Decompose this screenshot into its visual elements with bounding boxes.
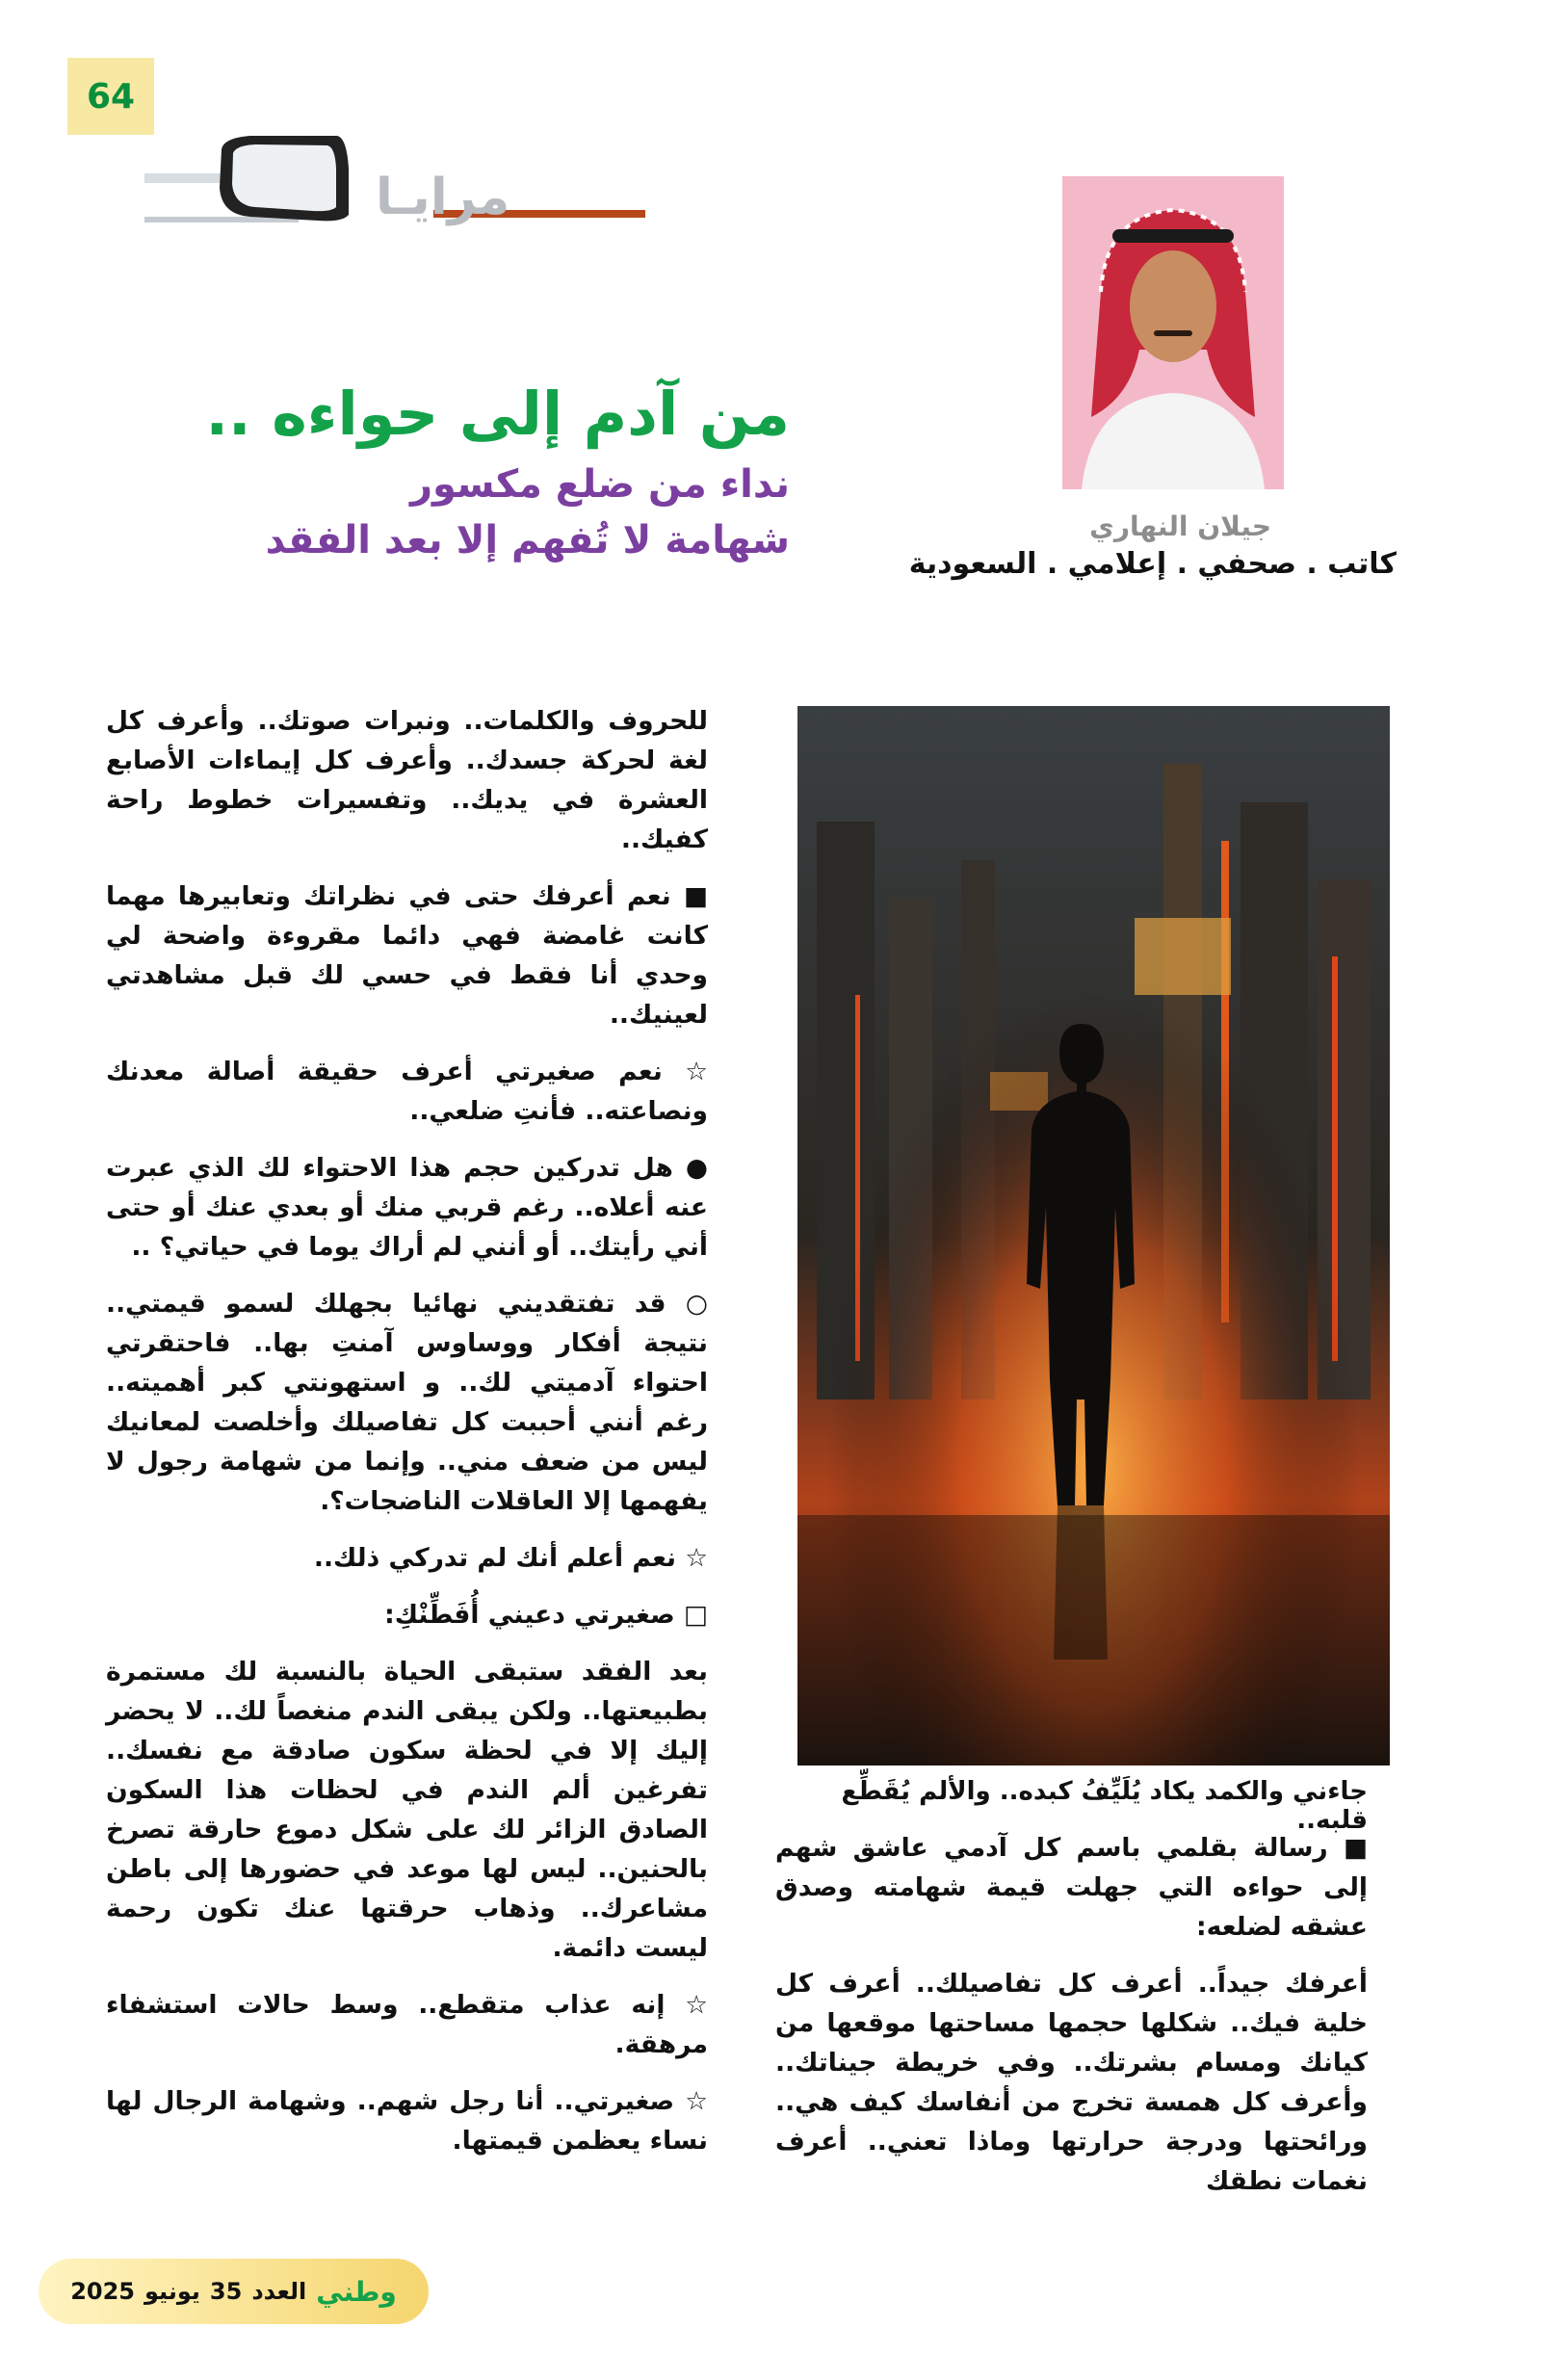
footer-issue-badge xyxy=(39,2259,429,2324)
section-title: مرايـا xyxy=(376,169,510,226)
page-number: 64 xyxy=(67,58,154,135)
author-photo xyxy=(1062,176,1284,489)
article-illustration xyxy=(797,706,1390,1765)
headline-subtitle-2: شهامة لا تُفهم إلا بعد الفقد xyxy=(265,518,790,562)
paragraph: ☆ نعم أعلم أنك لم تدركي ذلك.. xyxy=(313,1543,708,1573)
author-title: كاتب . صحفي . إعلامي . السعودية xyxy=(908,547,1397,581)
left-column xyxy=(106,701,708,2178)
magazine-brand: وطني xyxy=(316,2275,397,2308)
paragraph: ☆ صغيرتي.. أنا رجل شهم.. وشهامة الرجال لها نساء يعظمن قيمتها. xyxy=(106,2086,708,2156)
issue-year: 2025 xyxy=(70,2278,135,2305)
author-name: جيلان النهاري xyxy=(1089,510,1271,542)
paragraph: أعرفك جيداً.. أعرف كل تفاصيلك.. أعرف كل خلية فيك.. شكلها حجمها مساحتها موقعها من كيانك ومسام بشرتك.. وفي خريطة جيناتك.. وأعرف كل همسة تخرج من أنفاسك كيف هي.. ورائحتها ودرجة حرارتها وماذا تعني.. أعرف نغمات نطقك xyxy=(775,1969,1368,2196)
paragraph: ☆ إنه عذاب متقطع.. وسط حالات استشفاء مرهقة. xyxy=(106,1990,708,2059)
right-column xyxy=(775,1828,1368,2218)
paragraph: ☆ نعم صغيرتي أعرف حقيقة أصالة معدنك ونصاعته.. فأنتِ ضلعي.. xyxy=(106,1057,708,1126)
paragraph: للحروف والكلمات.. ونبرات صوتك.. وأعرف كل لغة لحركة جسدك.. وأعرف كل إيماءات الأصابع العشرة في يديك.. وتفسيرات خطوط راحة كفيك.. xyxy=(106,706,708,854)
headline-main: من آدم إلى حواءه .. xyxy=(205,379,790,449)
image-caption: جاءني والكمد يكاد يُلَيِّفُ كبده.. والألم يُقَطِّع قلبه.. xyxy=(841,1777,1368,1835)
paragraph: □ صغيرتي دعيني أُفَطِّنْكِ: xyxy=(384,1600,708,1630)
walking-man-city-image xyxy=(797,706,1390,1765)
issue-label: العدد xyxy=(251,2278,307,2305)
author-portrait-image xyxy=(1062,176,1284,489)
paragraph: بعد الفقد ستبقى الحياة بالنسبة لك مستمرة بطبيعتها.. ولكن يبقى الندم منغصاً لك.. لا يحضر إليك إلا في لحظة سكون صادقة مع نفسك.. تفرغين ألم الندم في لحظات هذا السكون الصادق الزائر لك على شكل دموع حارقة تصرخ بالحنين.. ليس لها موعد في حضورها إلى باطن مشاعرك.. وذهاب حرقتها عنك تكون رحمة ليست دائمة. xyxy=(106,1657,708,1963)
issue-month: يونيو xyxy=(144,2278,200,2305)
paragraph: ○ قد تفتقديني نهائيا بجهلك لسمو قيمتي.. نتيجة أفكار ووساوس آمنتِ بها.. فاحتقرتي احتواء آدميتي لك.. و استهونتي كبر أهميته.. رغم أنني أحببت كل تفاصيلك وأخلصت لمعانيك ليس من ضعف مني.. وإنما من شهامة رجول لا يفهمها إلا العاقلات الناضجات؟. xyxy=(106,1289,708,1516)
paragraph: ■ رسالة بقلمي باسم كل آدمي عاشق شهم إلى حواءه التي جهلت قيمة شهامته وصدق عشقه لضلعه: xyxy=(775,1833,1368,1942)
headline-subtitle-1: نداء من ضلع مكسور xyxy=(410,462,790,507)
paragraph: ● هل تدركين حجم هذا الاحتواء لك الذي عبرت عنه أعلاه.. رغم قربي منك أو بعدي عنك أو حتى أني رأيتك.. أو أنني لم أراك يوما في حياتي؟ .. xyxy=(106,1153,708,1262)
paragraph: ■ نعم أعرفك حتى في نظراتك وتعابيرها مهما كانت غامضة فهي دائما مقروءة واضحة لي وحدي أنا فقط في حسي لك قبل مشاهدتي لعينيك.. xyxy=(106,881,708,1030)
issue-number: 35 xyxy=(209,2278,243,2305)
